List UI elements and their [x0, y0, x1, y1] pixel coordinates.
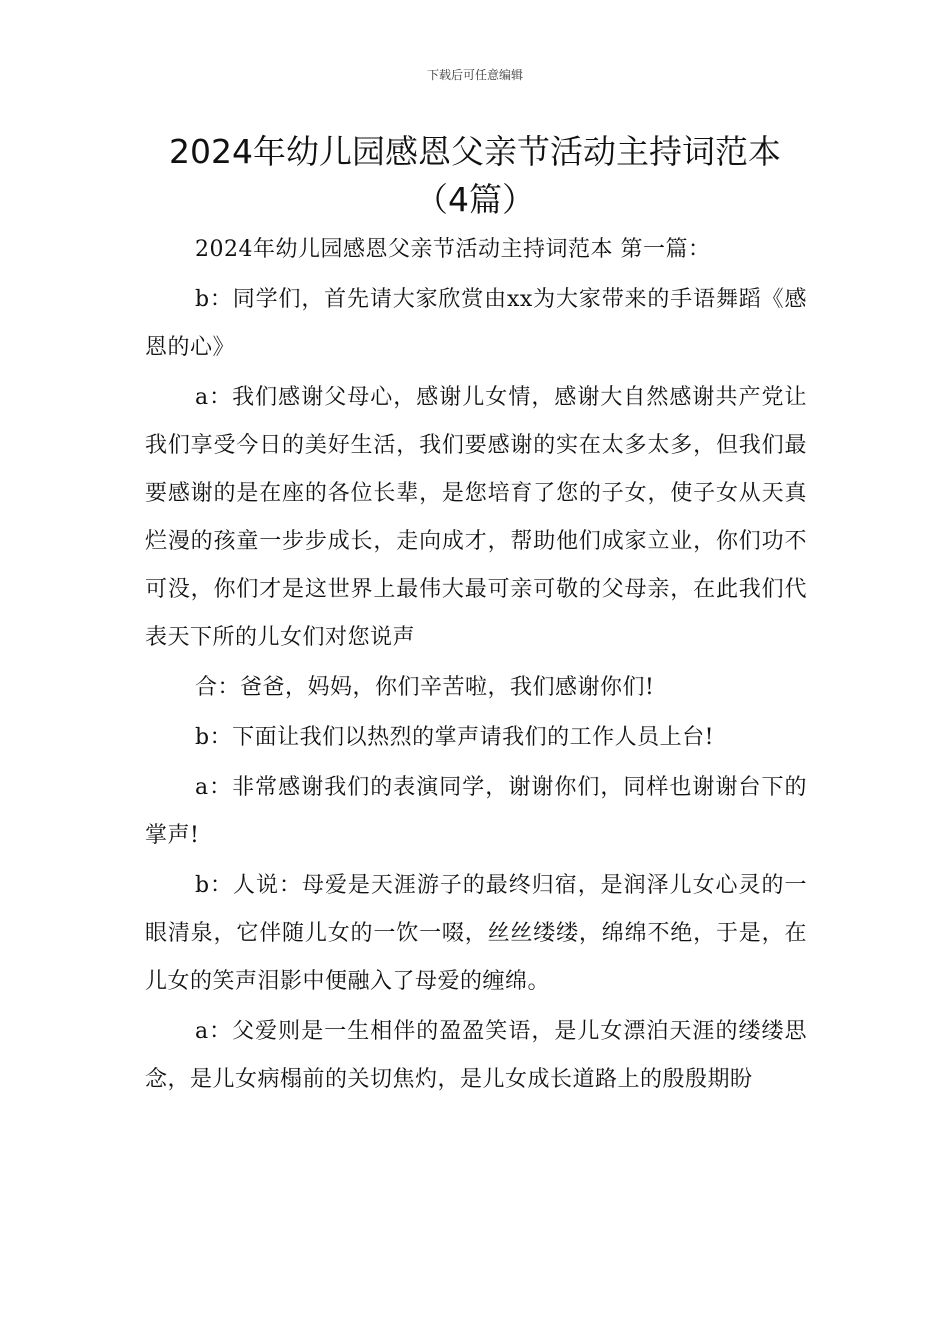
paragraph-intro: 2024年幼儿园感恩父亲节活动主持词范本 第一篇：: [195, 237, 711, 262]
paragraph: a：非常感谢我们的表演同学，谢谢你们，同样也谢谢台下的掌声!: [145, 775, 807, 848]
document-body: [145, 226, 807, 1106]
paragraph: a：父爱则是一生相伴的盈盈笑语，是儿女漂泊天涯的缕缕思念，是儿女病榻前的关切焦灼，是儿女成长道路上的殷殷期盼: [145, 1019, 807, 1092]
document-title: [110, 128, 840, 224]
title-line-1: 2024年幼儿园感恩父亲节活动主持词范本: [169, 132, 781, 171]
paragraph: b：人说：母爱是天涯游子的最终归宿，是润泽儿女心灵的一眼清泉，它伴随儿女的一饮一啜，丝丝缕缕，绵绵不绝，于是，在儿女的笑声泪影中便融入了母爱的缠绵。: [145, 873, 807, 994]
paragraph: b：下面让我们以热烈的掌声请我们的工作人员上台!: [195, 725, 714, 750]
header-note: 下载后可任意编辑: [426, 68, 523, 82]
title-line-2: （4篇）: [415, 180, 535, 219]
paragraph: b：同学们，首先请大家欣赏由xx为大家带来的手语舞蹈《感恩的心》: [145, 287, 807, 360]
paragraph: 合：爸爸，妈妈，你们辛苦啦，我们感谢你们!: [195, 675, 655, 700]
paragraph: a：我们感谢父母心，感谢儿女情，感谢大自然感谢共产党让我们享受今日的美好生活，我们要感谢的实在太多太多，但我们最要感谢的是在座的各位长辈，是您培育了您的子女，使子女从天真烂漫的孩童一步步成长，走向成才，帮助他们成家立业，你们功不可没，你们才是这世界上最伟大最可亲可敬的父母亲，在此我们代表天下所的儿女们对您说声: [145, 385, 807, 650]
